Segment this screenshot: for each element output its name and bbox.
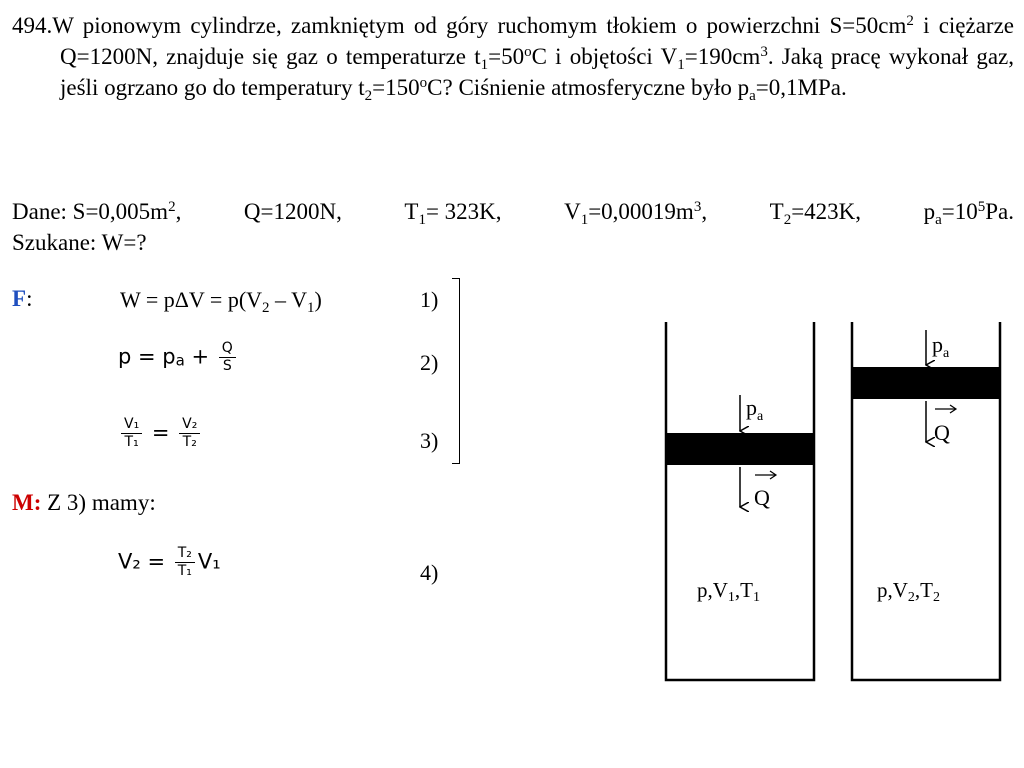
f-label: F: bbox=[12, 286, 33, 311]
cylinder-left bbox=[666, 322, 814, 680]
dane-t2: $T_2=423K$, bbox=[769, 199, 862, 228]
q-label-right: Q bbox=[934, 420, 950, 445]
state-label-right: p,V2,T2 bbox=[877, 578, 940, 605]
dane-q: Q=1200N, bbox=[243, 199, 342, 224]
pa-label-left: $p_a$ bbox=[746, 395, 764, 424]
equation-tag-4: 4) bbox=[420, 560, 439, 585]
dane-s: Dane: $S=0,005m^2$, bbox=[12, 199, 182, 224]
cylinder-right bbox=[852, 322, 1000, 680]
dane-pa: $p_a=10^5Pa$. bbox=[923, 199, 1014, 228]
szukane: Szukane: W=? bbox=[12, 230, 147, 255]
piston-right bbox=[852, 367, 1000, 399]
equation-tag-2: 2) bbox=[420, 350, 439, 375]
problem-text: 494.W pionowym cylindrze, zamkniętym od góry ruchomym tłokiem o powierzchni $S=50cm^2$ i ciężarze Q=1200N, znajduje się gaz o temperaturze $t_1=50^oC$ i objętości $V_1=190cm^3$. Jaką pracę wykonał gaz, jeśli ogrzano go do temperatury $t_2=150^oC$? Ciśnienie atmosferyczne było $p_a=0,1MPa$. bbox=[12, 13, 1015, 104]
state-label-left: p,V1,T1 bbox=[697, 578, 760, 605]
equation-tag-1: 1) bbox=[420, 287, 439, 312]
dane-t1: $T_1= 323K$, bbox=[404, 199, 502, 228]
pa-label-right: $p_a$ bbox=[932, 332, 950, 361]
m-line: M: Z 3) mamy: bbox=[12, 490, 156, 515]
equation-4: V₂ = $\frac{\text{T₂}}{\text{T₁}}$ V₁ bbox=[118, 545, 221, 579]
problem-number: 494. bbox=[12, 13, 53, 38]
equation-tag-3: 3) bbox=[420, 428, 439, 453]
equation-2: $p = p_a$ + $\frac{Q}{S}$ bbox=[118, 340, 239, 375]
equation-3: $\frac{\text{V₁}}{\text{T₁}}$ = $\frac{\text{V₂}}{\text{T₂}}$ bbox=[118, 416, 203, 451]
piston-left bbox=[666, 433, 814, 465]
equation-1: $W = p\Delta V = p(V_2 - V_1)$ bbox=[120, 287, 322, 316]
q-label-left: Q bbox=[754, 485, 770, 510]
dane-v1: $V_1=0,00019m^3$, bbox=[564, 199, 708, 228]
